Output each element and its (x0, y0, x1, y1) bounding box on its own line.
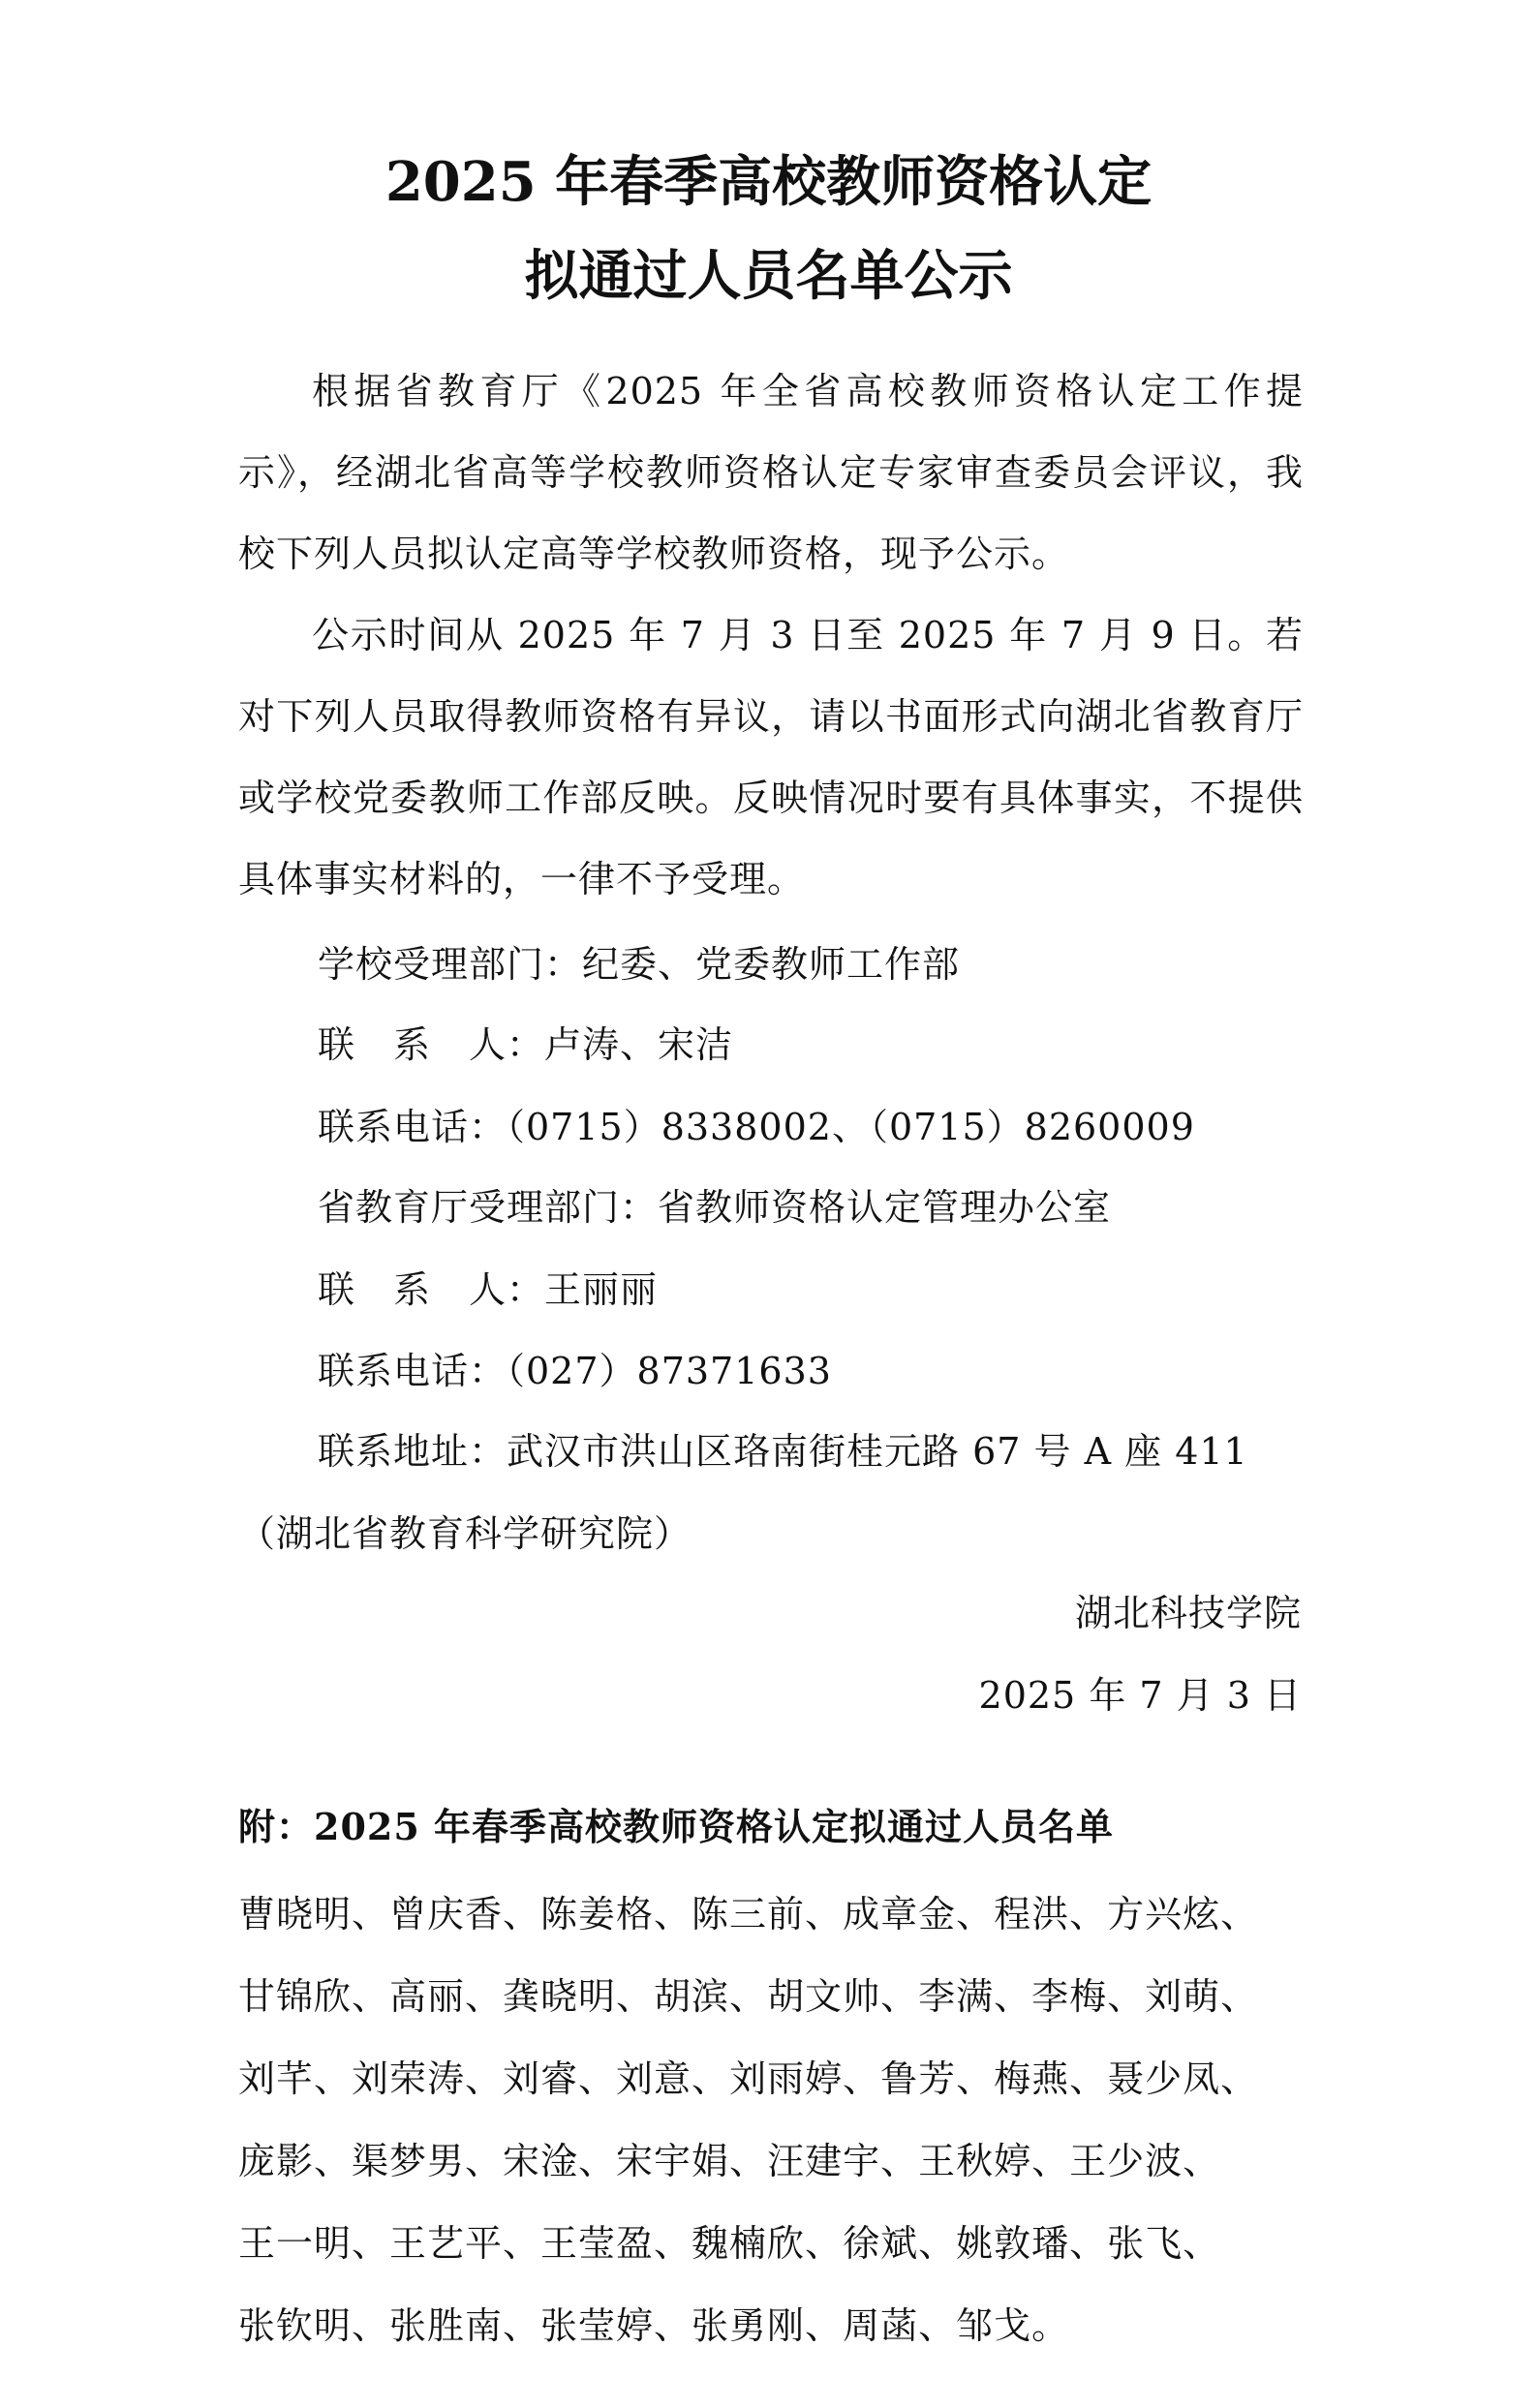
list-item: 王莹盈、 (540, 2222, 692, 2265)
list-item: 曾庆香、 (389, 1893, 541, 1936)
list-item: 聂少凤、 (1107, 2057, 1259, 2100)
attachment-title: 附：2025 年春季高校教师资格认定拟通过人员名单 (238, 1805, 1114, 1848)
list-item: 汪建宇、 (767, 2140, 919, 2182)
list-item: 刘雨婷、 (729, 2057, 881, 2100)
school-dept-line: 学校受理部门：纪委、党委教师工作部 (318, 943, 961, 986)
list-item: 梅燕、 (994, 2057, 1108, 2100)
province-dept-line: 省教育厅受理部门：省教师资格认定管理办公室 (318, 1186, 1112, 1229)
list-item: 方兴炫、 (1107, 1893, 1259, 1936)
list-item: 张勇刚、 (692, 2304, 844, 2347)
province-address-note: （湖北省教育科学研究院） (238, 1512, 692, 1555)
list-item: 邹戈。 (956, 2304, 1070, 2347)
school-phone-line: 联系电话：（0715）8338002、（0715）8260009 (318, 1106, 1195, 1148)
list-item: 宋宇娟、 (616, 2140, 768, 2182)
signature-date: 2025 年 7 月 3 日 (978, 1674, 1302, 1717)
name-list (238, 1874, 1313, 2367)
list-item: 渠梦男、 (352, 2140, 504, 2182)
list-item: 甘锦欣、 (238, 1975, 390, 2018)
page-title-line2: 拟通过人员名单公示 (524, 244, 1013, 308)
list-item: 姚敦璠、 (956, 2222, 1108, 2265)
list-item: 李梅、 (1031, 1975, 1146, 2018)
list-item: 刘意、 (616, 2057, 730, 2100)
province-phone-line: 联系电话：（027）87371633 (318, 1350, 832, 1392)
province-address-line: 联系地址：武汉市洪山区珞南街桂元路 67 号 A 座 411 (318, 1430, 1248, 1473)
list-item: 胡滨、 (654, 1975, 768, 2018)
list-item: 周菡、 (843, 2304, 957, 2347)
list-item: 刘睿、 (503, 2057, 617, 2100)
list-item: 龚晓明、 (503, 1975, 655, 2018)
list-item: 张钦明、 (238, 2304, 390, 2347)
list-item: 王艺平、 (389, 2222, 541, 2265)
list-item: 宋淦、 (503, 2140, 617, 2182)
list-item: 徐斌、 (843, 2222, 957, 2265)
list-item: 曹晓明、 (238, 1893, 390, 1936)
list-item: 刘萌、 (1145, 1975, 1259, 2018)
page-title-line1: 2025 年春季高校教师资格认定 (384, 150, 1153, 214)
list-item: 王一明、 (238, 2222, 390, 2265)
list-item: 陈三前、 (692, 1893, 844, 1936)
list-item: 陈姜格、 (540, 1893, 692, 1936)
list-item: 庞影、 (238, 2140, 353, 2182)
list-item: 程洪、 (994, 1893, 1108, 1936)
list-item: 鲁芳、 (880, 2057, 995, 2100)
list-item: 李满、 (918, 1975, 1032, 2018)
list-item: 魏楠欣、 (692, 2222, 844, 2265)
province-contact-person-line: 联 系 人：王丽丽 (318, 1268, 659, 1311)
list-item: 成章金、 (843, 1893, 995, 1936)
school-contact-person-line: 联 系 人：卢涛、宋洁 (318, 1023, 734, 1066)
period-paragraph: 公示时间从 2025 年 7 月 3 日至 2025 年 7 月 9 日。若对下列人员取得教师资格有异议，请以书面形式向湖北省教育厅或学校党委教师工作部反映。反映情况时要有具体事实，不提供具体事实材料的，一律不予受理。 (238, 614, 1304, 900)
list-item: 王少波、 (1069, 2140, 1221, 2182)
list-item: 刘芊、 (238, 2057, 353, 2100)
intro-paragraph: 根据省教育厅《2025 年全省高校教师资格认定工作提示》，经湖北省高等学校教师资格认定专家审查委员会评议，我校下列人员拟认定高等学校教师资格，现予公示。 (238, 370, 1304, 575)
list-item: 刘荣涛、 (352, 2057, 504, 2100)
list-item: 王秋婷、 (918, 2140, 1070, 2182)
list-item: 张莹婷、 (540, 2304, 692, 2347)
signature-org: 湖北科技学院 (1074, 1592, 1302, 1634)
list-item: 高丽、 (389, 1975, 504, 2018)
list-item: 张飞、 (1107, 2222, 1221, 2265)
list-item: 胡文帅、 (767, 1975, 919, 2018)
list-item: 张胜南、 (389, 2304, 541, 2347)
